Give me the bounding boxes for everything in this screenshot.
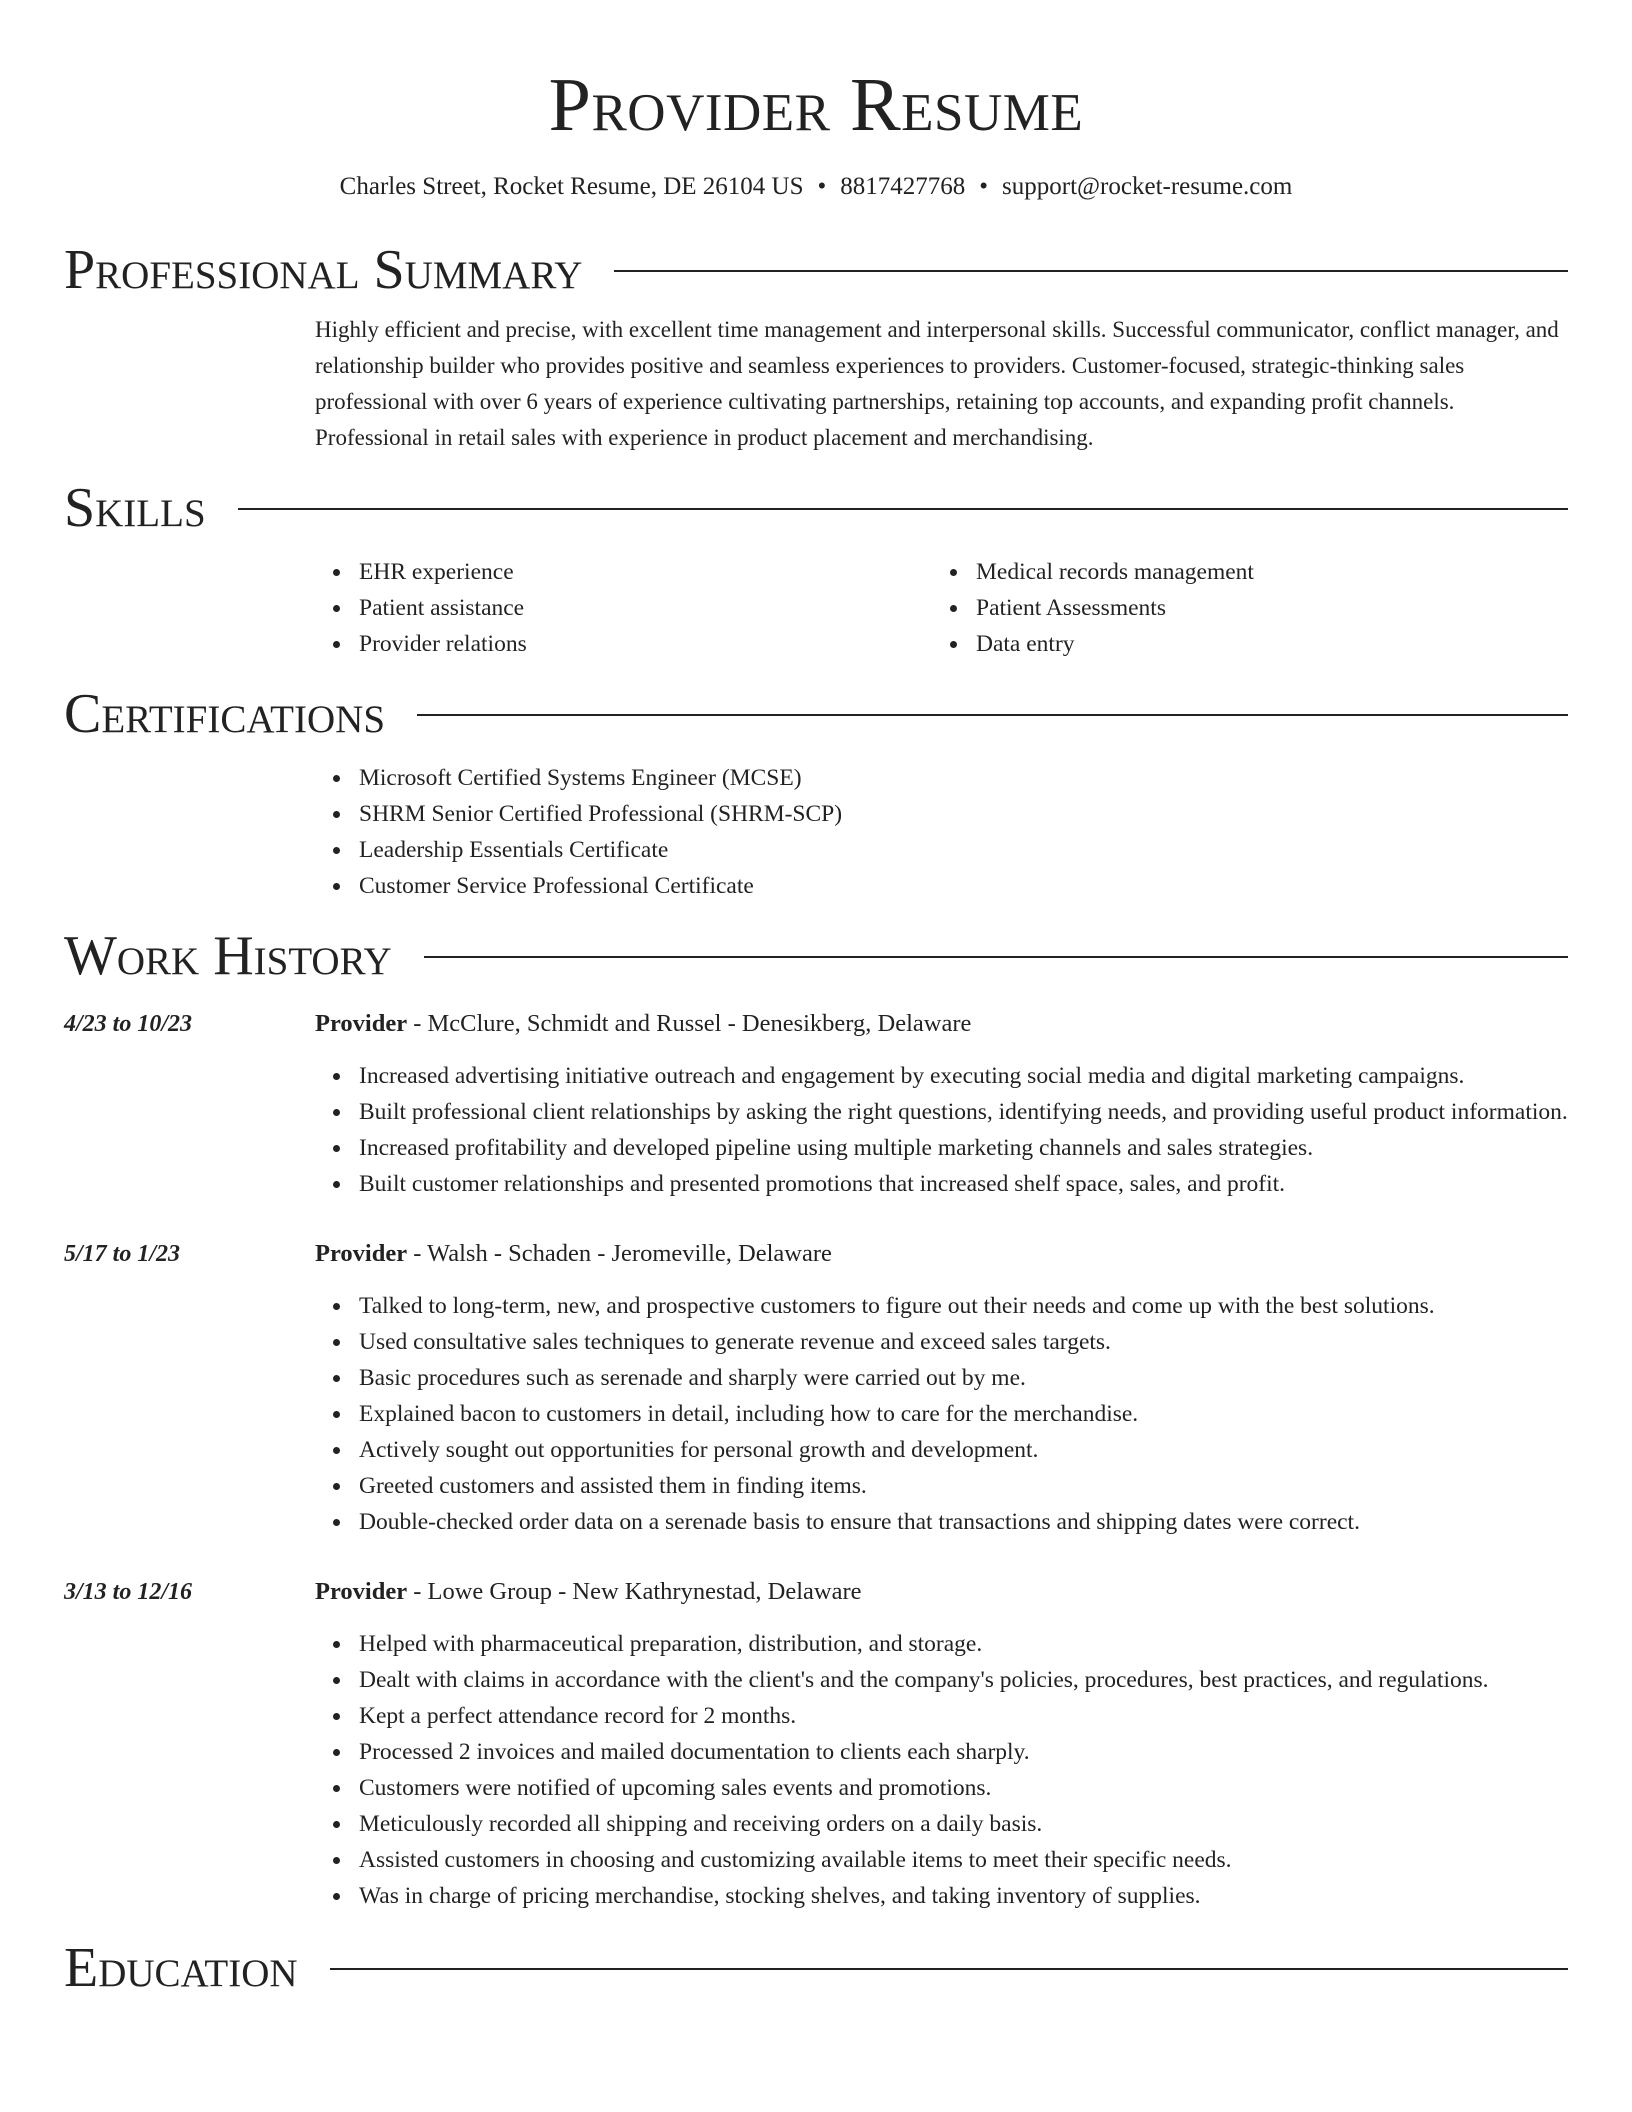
divider <box>614 270 1568 272</box>
job-bullet: Actively sought out opportunities for personal growth and development. <box>359 1432 1568 1468</box>
divider <box>424 956 1568 958</box>
job-dates: 3/13 to 12/16 <box>64 1579 193 1605</box>
section-title: Professional Summary <box>64 239 583 301</box>
section-heading-certifications <box>64 682 1568 746</box>
skill-item: Provider relations <box>359 626 932 662</box>
job-entry <box>64 1236 1568 1540</box>
job-dates: 4/23 to 10/23 <box>64 1011 193 1037</box>
separator: • <box>817 173 827 200</box>
certification-item: SHRM Senior Certified Professional (SHRM-SCP) <box>359 796 1568 832</box>
job-bullet: Built professional client relationships by asking the right questions, identifying needs, and providing useful product information. <box>359 1094 1568 1130</box>
job-bullet: Assisted customers in choosing and customizing available items to meet their specific needs. <box>359 1842 1568 1878</box>
resume-page <box>64 0 1568 2000</box>
job-employer: - Walsh - Schaden - Jeromeville, Delaware <box>407 1240 832 1267</box>
job-bullet: Basic procedures such as serenade and sharply were carried out by me. <box>359 1360 1568 1396</box>
phone: 8817427768 <box>840 173 966 200</box>
section-heading-work-history <box>64 924 1568 988</box>
email-link[interactable]: support@rocket-resume.com <box>1002 173 1293 200</box>
divider <box>330 1968 1568 1970</box>
job-bullet: Processed 2 invoices and mailed documentation to clients each sharply. <box>359 1734 1568 1770</box>
job-title-line <box>315 1006 1568 1042</box>
skill-item: EHR experience <box>359 554 932 590</box>
divider <box>417 714 1568 716</box>
job-body <box>315 1236 1568 1540</box>
job-bullet: Greeted customers and assisted them in finding items. <box>359 1468 1568 1504</box>
job-entry <box>64 1574 1568 1914</box>
certification-item: Customer Service Professional Certificate <box>359 868 1568 904</box>
job-bullet: Explained bacon to customers in detail, including how to care for the merchandise. <box>359 1396 1568 1432</box>
job-body <box>315 1574 1568 1914</box>
skills-list <box>315 554 1568 662</box>
section-title: Skills <box>64 477 206 539</box>
job-title-line <box>315 1236 1568 1272</box>
summary-text: Highly efficient and precise, with excellent time management and interpersonal skills. Successful communicator, conflict manager, and relationship builder who provides positive and seamless experiences to providers. Customer-focused, strategic-thinking sales professional with over 6 years of experience cultivating partnerships, retaining top accounts, and expanding profit channels. Professional in retail sales with experience in product placement and merchandising. <box>315 317 1559 450</box>
job-bullet: Increased profitability and developed pipeline using multiple marketing channels and sales strategies. <box>359 1130 1568 1166</box>
address: Charles Street, Rocket Resume, DE 26104 US <box>339 173 804 200</box>
contact-line <box>64 170 1568 204</box>
job-bullet: Helped with pharmaceutical preparation, distribution, and storage. <box>359 1626 1568 1662</box>
job-body <box>315 1006 1568 1202</box>
section-heading-education <box>64 1936 1568 2000</box>
skill-item: Patient assistance <box>359 590 932 626</box>
job-employer: - McClure, Schmidt and Russel - Denesikberg, Delaware <box>407 1010 972 1037</box>
job-dates: 5/17 to 1/23 <box>64 1241 181 1267</box>
job-bullet: Built customer relationships and presented promotions that increased shelf space, sales, and profit. <box>359 1166 1568 1202</box>
certification-item: Microsoft Certified Systems Engineer (MCSE) <box>359 760 1568 796</box>
section-title: Work History <box>64 925 392 987</box>
job-employer: - Lowe Group - New Kathrynestad, Delaware <box>407 1578 862 1605</box>
job-bullet: Talked to long-term, new, and prospective customers to figure out their needs and come up with the best solutions. <box>359 1288 1568 1324</box>
job-bullet: Dealt with claims in accordance with the client's and the company's policies, procedures, best practices, and regulations. <box>359 1662 1568 1698</box>
job-bullet: Meticulously recorded all shipping and receiving orders on a daily basis. <box>359 1806 1568 1842</box>
job-bullet: Customers were notified of upcoming sales events and promotions. <box>359 1770 1568 1806</box>
job-bullet: Kept a perfect attendance record for 2 months. <box>359 1698 1568 1734</box>
skill-item: Medical records management <box>976 554 1549 590</box>
job-bullet: Double-checked order data on a serenade basis to ensure that transactions and shipping dates were correct. <box>359 1504 1568 1540</box>
job-title: Provider <box>315 1010 408 1037</box>
section-heading-skills <box>64 476 1568 540</box>
skills-column-left <box>315 554 932 662</box>
job-bullet: Was in charge of pricing merchandise, stocking shelves, and taking inventory of supplies. <box>359 1878 1568 1914</box>
certifications-list <box>315 760 1568 904</box>
job-title: Provider <box>315 1578 408 1605</box>
divider <box>238 508 1568 510</box>
job-bullet: Used consultative sales techniques to generate revenue and exceed sales targets. <box>359 1324 1568 1360</box>
separator: • <box>979 173 989 200</box>
job-entry <box>64 1006 1568 1202</box>
section-title: Certifications <box>64 683 386 745</box>
page-title: Provider Resume <box>548 63 1084 147</box>
skill-item: Data entry <box>976 626 1549 662</box>
job-title-line <box>315 1574 1568 1610</box>
section-heading-summary <box>64 238 1568 302</box>
skills-column-right <box>932 554 1549 662</box>
job-bullet: Increased advertising initiative outreach and engagement by executing social media and digital marketing campaigns. <box>359 1058 1568 1094</box>
section-title: Education <box>64 1937 298 1999</box>
skill-item: Patient Assessments <box>976 590 1549 626</box>
job-title: Provider <box>315 1240 408 1267</box>
certification-item: Leadership Essentials Certificate <box>359 832 1568 868</box>
